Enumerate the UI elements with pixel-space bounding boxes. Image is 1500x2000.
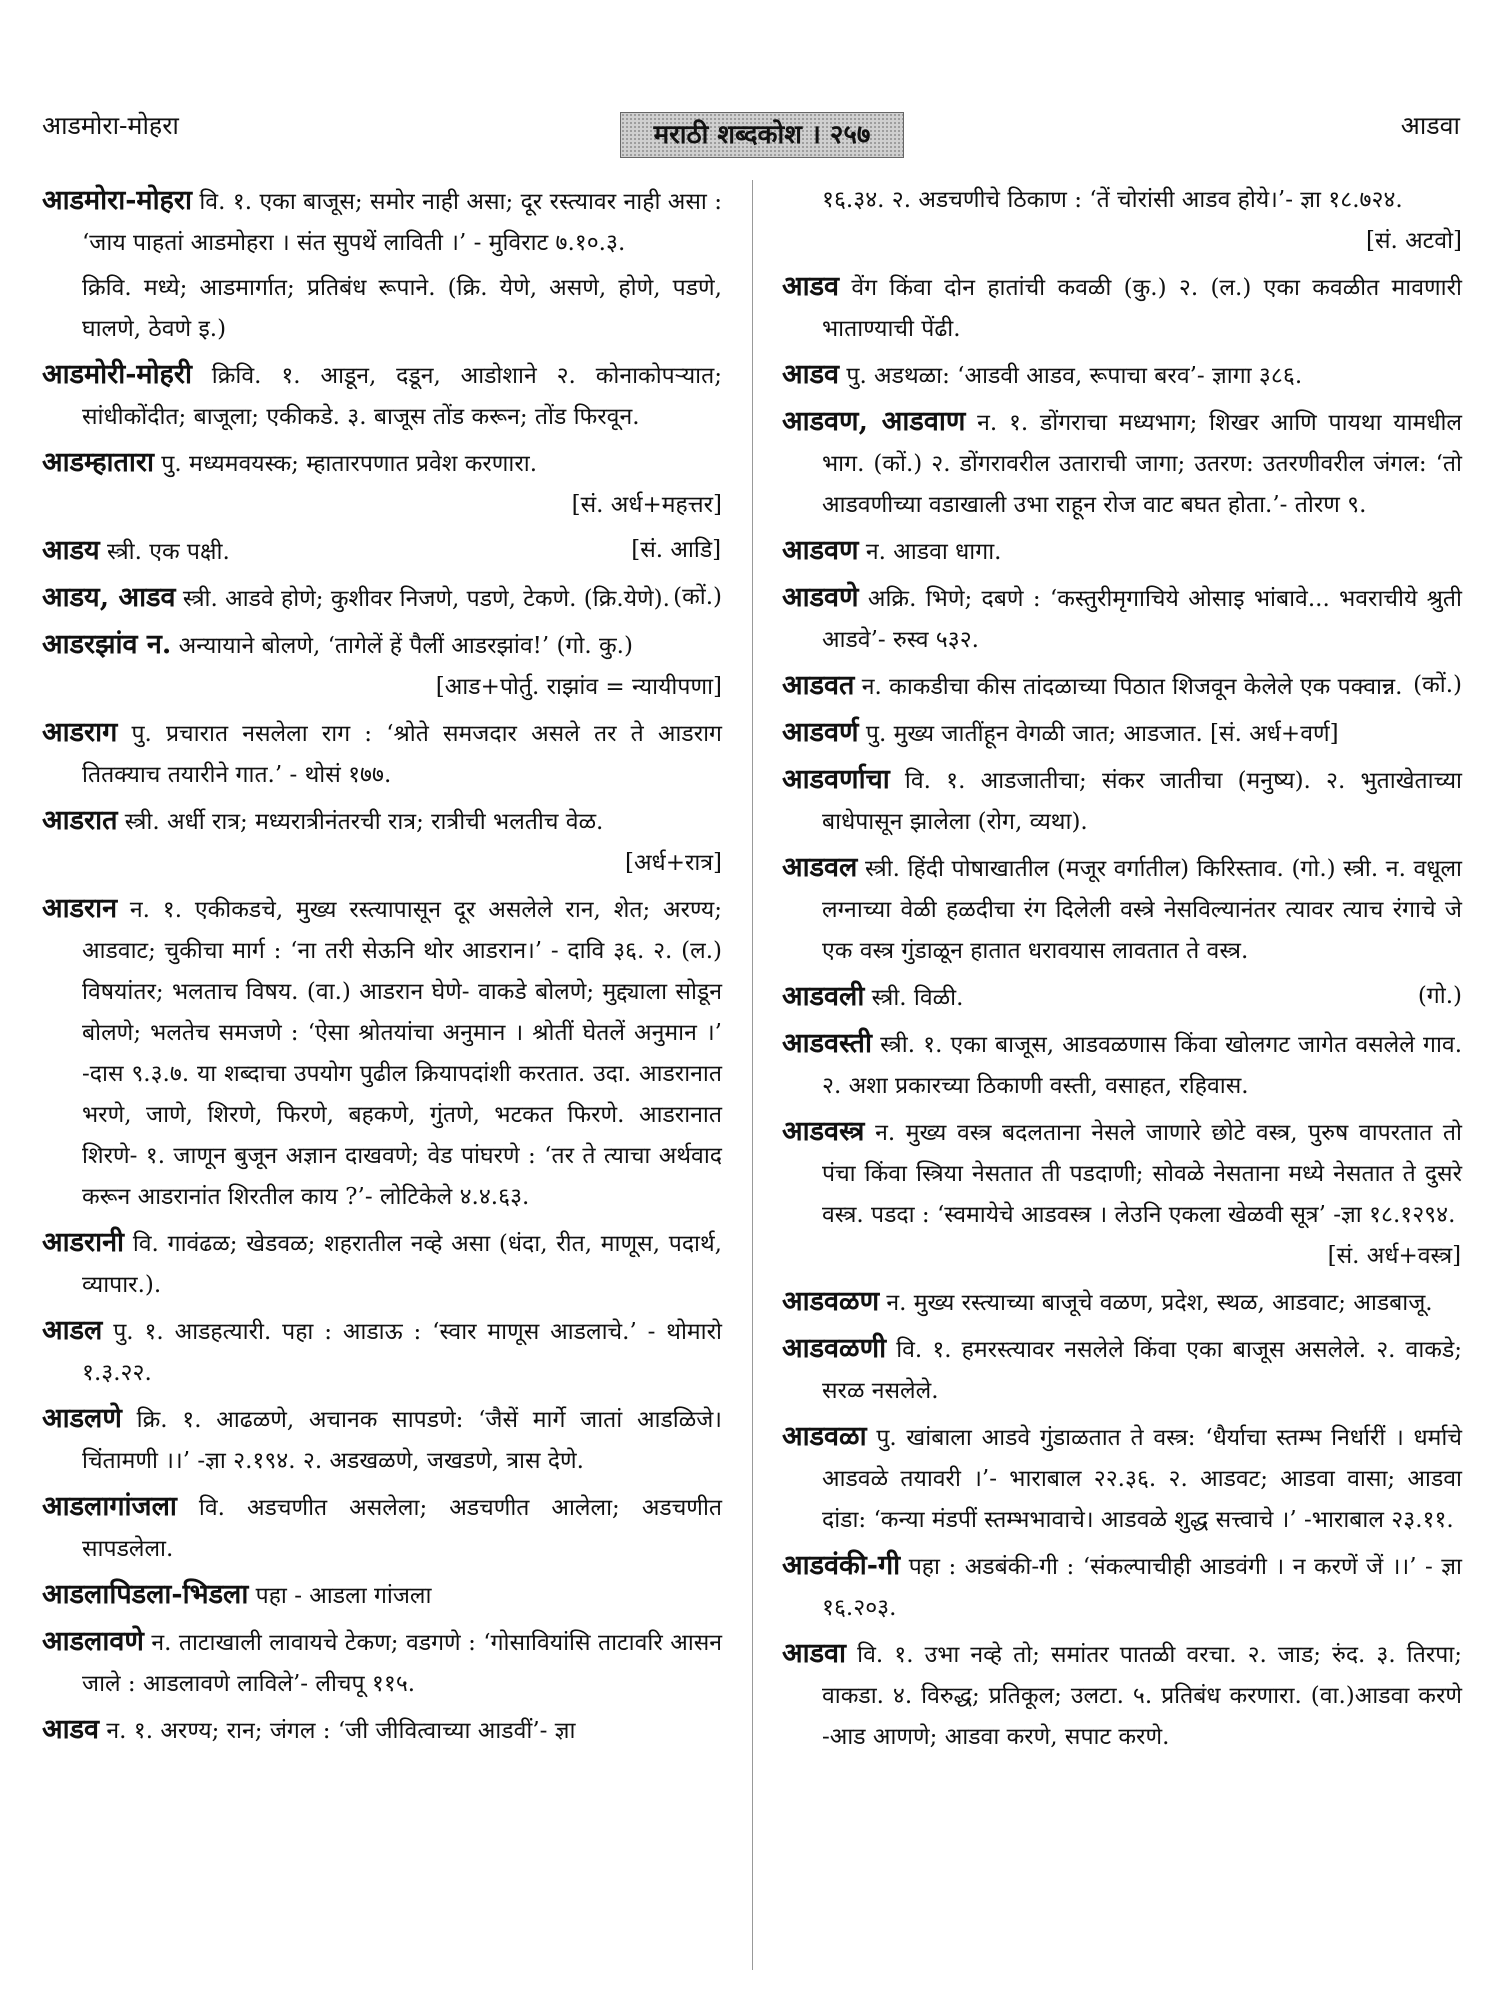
dictionary-entry (782, 1281, 1462, 1324)
headword: आडव (42, 1714, 100, 1745)
headword: आडवा (782, 1638, 847, 1669)
headword: आडम्हातारा (42, 447, 154, 478)
dictionary-entry (782, 401, 1462, 526)
definition: स्त्री. एक पक्षी. (107, 539, 230, 565)
definition: वि. गावंढळ; खेडवळ; शहरातील नव्हे असा (धंदा, रीत, माणूस, पदार्थ, व्यापार.). (82, 1231, 722, 1298)
headword: आडय (42, 535, 100, 566)
headword: आडमोरी-मोहरी (42, 359, 192, 390)
headword: आडराग (42, 717, 118, 748)
headword: आडवस्त्र (782, 1116, 865, 1147)
dictionary-entry (782, 1416, 1462, 1541)
definition: क्रि. १. आढळणे, अचानक सापडणे: ‘जैसें मार्गे जातां आडळिजे। चिंतामणी ।।’ -ज्ञा २.१९४. २. अडखळणे, जखडणे, त्रास देणे. (82, 1407, 723, 1474)
dictionary-entry (42, 577, 722, 620)
dictionary-entry (42, 1709, 722, 1752)
headword: आडरानी (42, 1227, 125, 1258)
headword: आडव (782, 359, 840, 390)
running-head-left: आडमोरा-मोहरा (42, 111, 179, 140)
dictionary-entry (42, 800, 722, 884)
headword: आडल (42, 1315, 103, 1346)
dictionary-entry (782, 266, 1462, 350)
definition: क्रिवि. मध्ये; आडमार्गात; प्रतिबंध रूपाने. (क्रि. येणे, असणे, होणे, पडणे, घालणे, ठेवणे इ.) (82, 275, 722, 342)
definition: वि. १. उभा नव्हे तो; समांतर पातळी वरचा. २. जाड; रुंद. ३. तिरपा; वाकडा. ४. विरुद्ध; प्रतिकूल; उलटा. ५. प्रतिबंध करणारा. (वा.)आडवा करणे -आड आणणे; आडवा करणे, सपाट करणे. (822, 1642, 1462, 1750)
dictionary-entry (42, 530, 722, 573)
dictionary-entry (782, 577, 1462, 661)
definition: पु. अडथळा: ‘आडवी आडव, रूपाचा बरव’- ज्ञागा ३८६. (846, 363, 1303, 389)
dictionary-entry (782, 759, 1462, 843)
dictionary-entry (782, 847, 1462, 972)
dictionary-entry (782, 180, 1462, 262)
headword: आडवली (782, 981, 865, 1012)
definition: पु. मध्यमवयस्क; म्हातारपणात प्रवेश करणारा. (161, 451, 538, 477)
dictionary-entry (42, 1222, 722, 1306)
definition: पहा : अडबंकी-गी : ‘संकल्पाचीही आडवंगी । न करणें जें ।।’ - ज्ञा १६.२०३. (822, 1554, 1462, 1621)
definition: वि. अडचणीत असलेला; अडचणीत आलेला; अडचणीत सापडलेला. (82, 1495, 723, 1562)
definition: न. १. डोंगराचा मध्यभाग; शिखर आणि पायथा यामधील भाग. (कों.) २. डोंगरावरील उताराची जागा; उतरण: उतरणीवरील जंगल: ‘तो आडवणीच्या वडाखाली उभा राहून रोज वाट बघत होता.’- तोरण ९. (822, 410, 1463, 518)
headword: आडमोरा-मोहरा (42, 185, 192, 216)
dictionary-entry (782, 976, 1462, 1019)
definition: न. १. एकीकडचे, मुख्य रस्त्यापासून दूर असलेले रान, शेत; अरण्य; आडवाट; चुकीचा मार्ग : ‘ना तरी सेऊनि थोर आडरान।’ - दावि ३६. २. (ल.) विषयांतर; भलताच विषय. (वा.) आडरान घेणे- वाकडे बोलणे; मुद्द्याला सोडून बोलणे; भलतेच समजणे : ‘ऐसा श्रोतयांचा अनुमान । श्रोतीं घेतलें अनुमान ।’ -दास ९.३.७. या शब्दाचा उपयोग पुढील क्रियापदांशी करतात. उदा. आडरानात भरणे, जाणे, शिरणे, फिरणे, बहकणे, गुंतणे, भटकत फिरणे. आडरानात शिरणे- १. जाणून बुजून अज्ञान दाखवणे; वेड पांघरणे : ‘तर ते त्याचा अर्थवाद करून आडरानांत शिरतील काय ?’- लोटिकेले ४.४.६३. (82, 897, 723, 1210)
definition: स्त्री. आडवे होणे; कुशीवर निजणे, पडणे, टेकणे. (क्रि.येणे). (182, 586, 670, 612)
definition: पु. खांबाला आडवे गुंडाळतात ते वस्त्र: ‘धैर्याचा स्तम्भ निर्धारीं । धर्माचे आडवळे तयावरी ।’- भाराबाल २२.३६. २. आडवट; आडवा वासा; आडवा दांडा: ‘कन्या मंडपीं स्तम्भभावाचे। आडवळे शुद्ध सत्त्वाचे ।’ -भाराबाल २३.११. (822, 1425, 1462, 1533)
definition: स्त्री. हिंदी पोषाखातील (मजूर वर्गातील) किरिस्ताव. (गो.) स्त्री. न. वधूला लग्नाच्या वेळी हळदीचा रंग दिलेली वस्त्रे नेसविल्यानंतर त्यावर त्याच रंगाचे जे एक वस्त्र गुंडाळून हातात धरावयास लावतात ते वस्त्र. (822, 856, 1463, 964)
definition: पहा - आडला गांजला (255, 1583, 432, 1609)
definition: न. १. अरण्य; रान; जंगल : ‘जी जीवित्वाच्या आडवीं’- ज्ञा (106, 1718, 576, 1744)
headword: आडवंकी-गी (782, 1550, 901, 1581)
headword: आडवळा (782, 1421, 867, 1452)
definition: पु. मुख्य जातींहून वेगळी जात; आडजात. [सं. अर्ध+वर्ण] (865, 721, 1339, 747)
etymology-note: (गो.) (1417, 983, 1462, 1009)
column-divider (752, 180, 753, 1970)
definition: न. आडवा धागा. (865, 539, 1002, 565)
dictionary-entry (782, 1023, 1462, 1107)
headword: आडरान (42, 893, 118, 924)
definition: वि. १. एका बाजूस; समोर नाही असा; दूर रस्त्यावर नाही असा : ‘जाय पाहतां आडमोहरा । संत सुपथें लाविती ।’ - मुविराट ७.१०.३. (82, 189, 723, 256)
dictionary-entry (42, 268, 722, 350)
headword: आडवण (782, 535, 859, 566)
definition: १६.३४. २. अडचणीचे ठिकाण : ‘तें चोरांसी आडव होये।’- ज्ञा १८.७२४. (822, 187, 1403, 213)
headword: आडलावणे (42, 1626, 144, 1657)
dictionary-entry (42, 1310, 722, 1394)
dictionary-entry (782, 665, 1462, 708)
definition: पु. १. आडहत्यारी. पहा : आडाऊ : ‘स्वार माणूस आडलाचे.’ - थोमारो १.३.२२. (82, 1319, 722, 1386)
definition: न. ताटाखाली लावायचे टेकण; वडगणे : ‘गोसावियांसि ताटावरि आसन जाले : आडलावणे लाविले’- लीचपू ११५. (82, 1630, 723, 1697)
dictionary-entry (782, 1111, 1462, 1277)
headword: आडव (782, 271, 840, 302)
etymology-note: (कों.) (673, 584, 722, 610)
headword: आडलागांजला (42, 1491, 177, 1522)
etymology-note: [आड+पोर्तु. राझांव = न्यायीपणा] (435, 674, 722, 700)
headword: आडवळणी (782, 1333, 887, 1364)
definition: वेंग किंवा दोन हातांची कवळी (कु.) २. (ल.) एका कवळीत मावणारी भाताण्याची पेंढी. (822, 275, 1463, 342)
etymology-note: [सं. आडि] (631, 537, 722, 563)
headword: आडवल (782, 852, 858, 883)
headword: आडवण, आडवाण (782, 406, 966, 437)
headword: आडरझांव न. (42, 629, 172, 660)
headword: आडवळण (782, 1286, 880, 1317)
page-header (0, 0, 1500, 170)
dictionary-entry (42, 1621, 722, 1705)
headword: आडवणे (782, 582, 859, 613)
dictionary-entry (782, 354, 1462, 397)
etymology-note: [सं. अटवो] (1365, 228, 1462, 254)
etymology-note: [सं. अर्ध+वस्त्र] (1327, 1243, 1462, 1269)
right-column (782, 180, 1462, 1762)
dictionary-entry (782, 1328, 1462, 1412)
headword: आडवस्ती (782, 1028, 872, 1059)
dictionary-entry (782, 1633, 1462, 1758)
dictionary-entry (42, 1574, 722, 1617)
dictionary-entry (782, 530, 1462, 573)
definition: स्त्री. विळी. (871, 985, 964, 1011)
dictionary-entry (782, 712, 1462, 755)
headword: आडवर्ण (782, 717, 859, 748)
headword: आडरात (42, 805, 118, 836)
dictionary-entry (42, 180, 722, 264)
dictionary-entry (42, 712, 722, 796)
definition: क्रिवि. १. आडून, दडून, आडोशाने २. कोनाकोपऱ्यात; सांधीकोंदीत; बाजूला; एकीकडे. ३. बाजूस तोंड करून; तोंड फिरवून. (82, 363, 722, 430)
headword: आडलणे (42, 1403, 122, 1434)
definition: अक्रि. भिणे; दबणे : ‘कस्तुरीमृगाचिये ओसाइ भांबावे... भवराचीये श्रुती आडवे’- रुस्व ५३२. (822, 586, 1462, 653)
definition: न. मुख्य वस्त्र बदलताना नेसले जाणारे छोटे वस्त्र, पुरुष वापरतात तो पंचा किंवा स्त्रिया नेसतात ती पडदाणी; सोवळे नेसताना मध्ये नेसतात ते दुसरे वस्त्र. पडदा : ‘स्वमायेचे आडवस्त्र । लेउनि एकला खेळवी सूत्र’ -ज्ञा १८.१२९४. (822, 1120, 1462, 1228)
headword: आडलापिडला-भिडला (42, 1579, 249, 1610)
definition: स्त्री. अर्धी रात्र; मध्यरात्रीनंतरची रात्र; रात्रीची भलतीच वेळ. (124, 809, 604, 835)
dictionary-body (42, 180, 1462, 1980)
definition: स्त्री. १. एका बाजूस, आडवळणास किंवा खोलगट जागेत वसलेले गाव. २. अशा प्रकारच्या ठिकाणी वस्ती, वसाहत, रहिवास. (822, 1032, 1463, 1099)
dictionary-entry (42, 1398, 722, 1482)
dictionary-entry (42, 1486, 722, 1570)
dictionary-entry (42, 888, 722, 1218)
headword: आडवत (782, 670, 855, 701)
etymology-note: (कों.) (1413, 672, 1462, 698)
definition: न. काकडीचा कीस तांदळाच्या पिठात शिजवून केलेले एक पक्वान्न. (861, 674, 1403, 700)
dictionary-entry (42, 442, 722, 526)
page-title-box: मराठी शब्दकोश । २५७ (620, 112, 904, 158)
dictionary-entry (42, 354, 722, 438)
headword: आडय, आडव (42, 582, 176, 613)
dictionary-entry (782, 1545, 1462, 1629)
etymology-note: [अर्ध+रात्र] (625, 850, 722, 876)
left-column (42, 180, 722, 1756)
definition: न. मुख्य रस्त्याच्या बाजूचे वळण, प्रदेश, स्थळ, आडवाट; आडबाजू. (886, 1290, 1433, 1316)
running-head-right: आडवा (1400, 111, 1460, 140)
definition: वि. १. आडजातीचा; संकर जातीचा (मनुष्य). २. भुताखेताच्या बाधेपासून झालेला (रोग, व्यथा). (822, 768, 1463, 835)
headword: आडवर्णाचा (782, 764, 890, 795)
dictionary-entry (42, 624, 722, 708)
definition: अन्यायाने बोलणे, ‘तागेलें हें पैलीं आडरझांव!’ (गो. कु.) (178, 633, 633, 659)
definition: वि. १. हमरस्त्यावर नसलेले किंवा एका बाजूस असलेले. २. वाकडे; सरळ नसलेले. (822, 1337, 1463, 1404)
definition: पु. प्रचारात नसलेला राग : ‘श्रोते समजदार असले तर ते आडराग तितक्याच तयारीने गात.’ - थोसं १७७. (82, 721, 723, 788)
etymology-note: [सं. अर्ध+महत्तर] (571, 492, 722, 518)
